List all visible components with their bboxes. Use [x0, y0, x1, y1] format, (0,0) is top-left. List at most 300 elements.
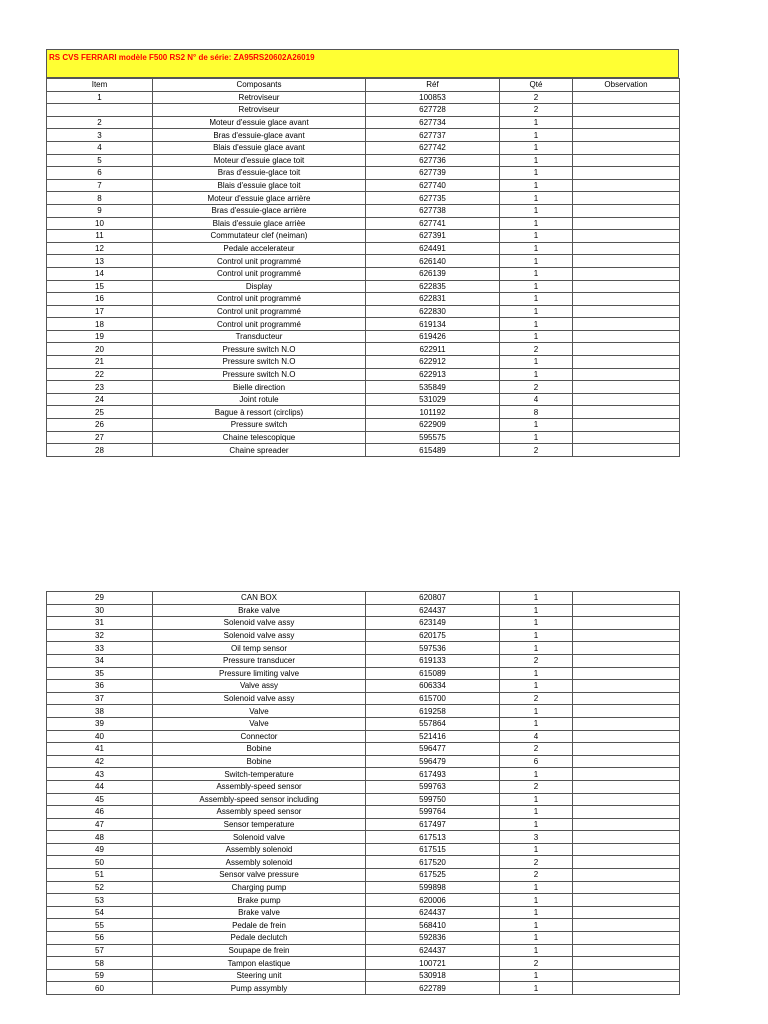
table-row [47, 368, 680, 381]
cell-observation [573, 705, 680, 718]
table-row [47, 831, 680, 844]
cell-ref: 531029 [366, 393, 500, 406]
table-row [47, 944, 680, 957]
cell-composant: Charging pump [153, 881, 366, 894]
table-row [47, 154, 680, 167]
cell-observation [573, 444, 680, 457]
cell-observation [573, 856, 680, 869]
cell-composant: Joint rotule [153, 393, 366, 406]
table-row [47, 654, 680, 667]
cell-item: 19 [47, 330, 153, 343]
cell-composant: Solenoid valve [153, 831, 366, 844]
cell-qte: 2 [500, 869, 573, 882]
cell-observation [573, 969, 680, 982]
cell-composant: Pressure switch N.O [153, 356, 366, 369]
cell-observation [573, 831, 680, 844]
cell-item: 4 [47, 141, 153, 154]
cell-qte: 1 [500, 932, 573, 945]
cell-composant: Pedale accelerateur [153, 242, 366, 255]
table-row [47, 293, 680, 306]
cell-qte: 1 [500, 129, 573, 142]
table-row [47, 932, 680, 945]
cell-ref: 617520 [366, 856, 500, 869]
cell-item: 23 [47, 381, 153, 394]
cell-item: 42 [47, 755, 153, 768]
cell-composant: Control unit programmé [153, 293, 366, 306]
cell-qte: 1 [500, 204, 573, 217]
cell-qte: 1 [500, 642, 573, 655]
table-row [47, 230, 680, 243]
cell-observation [573, 330, 680, 343]
cell-qte: 1 [500, 305, 573, 318]
table-row [47, 192, 680, 205]
cell-ref: 617525 [366, 869, 500, 882]
cell-ref: 557864 [366, 717, 500, 730]
table-row [47, 305, 680, 318]
cell-composant: Valve assy [153, 680, 366, 693]
cell-observation [573, 343, 680, 356]
cell-ref: 627741 [366, 217, 500, 230]
table-row [47, 280, 680, 293]
cell-item: 27 [47, 431, 153, 444]
cell-qte: 2 [500, 692, 573, 705]
cell-qte: 1 [500, 330, 573, 343]
cell-qte: 1 [500, 179, 573, 192]
cell-observation [573, 604, 680, 617]
cell-item: 51 [47, 869, 153, 882]
cell-observation [573, 393, 680, 406]
cell-composant: Pressure transducer [153, 654, 366, 667]
cell-qte: 1 [500, 356, 573, 369]
cell-item: 21 [47, 356, 153, 369]
cell-observation [573, 255, 680, 268]
cell-composant: Pedale declutch [153, 932, 366, 945]
cell-ref: 615700 [366, 692, 500, 705]
cell-item: 31 [47, 617, 153, 630]
cell-composant: Solenoid valve assy [153, 617, 366, 630]
cell-item: 39 [47, 717, 153, 730]
cell-qte: 1 [500, 141, 573, 154]
header-item: Item [47, 79, 153, 92]
table-row [47, 242, 680, 255]
cell-observation [573, 818, 680, 831]
cell-item: 9 [47, 204, 153, 217]
table-row [47, 116, 680, 129]
cell-composant: Blais d'essuie glace arrièe [153, 217, 366, 230]
sheet-title: RS CVS FERRARI modèle F500 RS2 N° de série: ZA95RS20602A26019 [46, 49, 679, 78]
cell-item: 6 [47, 167, 153, 180]
cell-observation [573, 944, 680, 957]
cell-observation [573, 743, 680, 756]
cell-composant: Pressure switch N.O [153, 368, 366, 381]
table-row [47, 906, 680, 919]
cell-composant: Moteur d'essuie glace arrière [153, 192, 366, 205]
cell-item: 8 [47, 192, 153, 205]
table-row [47, 267, 680, 280]
table-row [47, 957, 680, 970]
cell-composant: Bras d'essuie-glace arrière [153, 204, 366, 217]
cell-ref: 622789 [366, 982, 500, 995]
table-row [47, 444, 680, 457]
table-row [47, 818, 680, 831]
cell-observation [573, 629, 680, 642]
cell-item: 10 [47, 217, 153, 230]
cell-ref: 622830 [366, 305, 500, 318]
cell-item [47, 104, 153, 117]
table-row [47, 629, 680, 642]
cell-composant: Chaine telescopique [153, 431, 366, 444]
table-row [47, 217, 680, 230]
cell-observation [573, 806, 680, 819]
table-row [47, 982, 680, 995]
cell-ref: 568410 [366, 919, 500, 932]
cell-qte: 2 [500, 343, 573, 356]
cell-composant: Blais d'essuie glace avant [153, 141, 366, 154]
table-row [47, 330, 680, 343]
cell-composant: Bras d'essuie-glace avant [153, 129, 366, 142]
cell-ref: 606334 [366, 680, 500, 693]
cell-composant: Valve [153, 717, 366, 730]
cell-qte: 1 [500, 629, 573, 642]
cell-qte: 1 [500, 969, 573, 982]
cell-observation [573, 793, 680, 806]
cell-item: 26 [47, 419, 153, 432]
column-header-row [47, 79, 680, 92]
cell-composant: Switch-temperature [153, 768, 366, 781]
table-row [47, 318, 680, 331]
cell-ref: 624437 [366, 604, 500, 617]
cell-qte: 1 [500, 894, 573, 907]
table-row [47, 969, 680, 982]
cell-qte: 1 [500, 667, 573, 680]
cell-item: 46 [47, 806, 153, 819]
cell-ref: 626140 [366, 255, 500, 268]
cell-qte: 2 [500, 444, 573, 457]
cell-composant: Control unit programmé [153, 305, 366, 318]
table-row [47, 919, 680, 932]
cell-composant: Oil temp sensor [153, 642, 366, 655]
cell-qte: 1 [500, 604, 573, 617]
cell-item: 14 [47, 267, 153, 280]
cell-observation [573, 419, 680, 432]
cell-composant: Display [153, 280, 366, 293]
cell-composant: Retroviseur [153, 91, 366, 104]
cell-qte: 3 [500, 831, 573, 844]
table-row [47, 104, 680, 117]
cell-composant: Assembly solenoid [153, 843, 366, 856]
cell-ref: 623149 [366, 617, 500, 630]
cell-item: 18 [47, 318, 153, 331]
cell-qte: 4 [500, 393, 573, 406]
cell-ref: 535849 [366, 381, 500, 394]
cell-item: 22 [47, 368, 153, 381]
cell-ref: 622912 [366, 356, 500, 369]
cell-observation [573, 293, 680, 306]
cell-observation [573, 982, 680, 995]
cell-ref: 617493 [366, 768, 500, 781]
cell-qte: 1 [500, 242, 573, 255]
table-row [47, 692, 680, 705]
cell-observation [573, 869, 680, 882]
cell-composant: Bobine [153, 743, 366, 756]
cell-item: 36 [47, 680, 153, 693]
cell-item: 35 [47, 667, 153, 680]
table-row [47, 167, 680, 180]
cell-composant: Control unit programmé [153, 318, 366, 331]
cell-ref: 619258 [366, 705, 500, 718]
cell-qte: 1 [500, 919, 573, 932]
cell-qte: 1 [500, 318, 573, 331]
cell-ref: 617513 [366, 831, 500, 844]
table-row [47, 129, 680, 142]
cell-qte: 1 [500, 280, 573, 293]
cell-observation [573, 894, 680, 907]
table-row [47, 419, 680, 432]
cell-item: 1 [47, 91, 153, 104]
cell-composant: Assembly solenoid [153, 856, 366, 869]
cell-ref: 597536 [366, 642, 500, 655]
cell-composant: Pump assymbly [153, 982, 366, 995]
cell-composant: Valve [153, 705, 366, 718]
cell-observation [573, 768, 680, 781]
table-row [47, 730, 680, 743]
cell-observation [573, 167, 680, 180]
cell-observation [573, 617, 680, 630]
cell-composant: Bielle direction [153, 381, 366, 394]
cell-ref: 100853 [366, 91, 500, 104]
cell-item: 20 [47, 343, 153, 356]
cell-observation [573, 592, 680, 605]
cell-item: 17 [47, 305, 153, 318]
cell-qte: 2 [500, 654, 573, 667]
cell-ref: 592836 [366, 932, 500, 945]
cell-ref: 596479 [366, 755, 500, 768]
cell-qte: 1 [500, 705, 573, 718]
cell-qte: 8 [500, 406, 573, 419]
cell-observation [573, 881, 680, 894]
cell-ref: 615489 [366, 444, 500, 457]
cell-observation [573, 906, 680, 919]
cell-item: 28 [47, 444, 153, 457]
cell-ref: 622911 [366, 343, 500, 356]
cell-ref: 622831 [366, 293, 500, 306]
cell-qte: 1 [500, 982, 573, 995]
cell-qte: 1 [500, 768, 573, 781]
table-row [47, 141, 680, 154]
parts-table-1 [46, 78, 680, 457]
cell-qte: 1 [500, 906, 573, 919]
cell-ref: 595575 [366, 431, 500, 444]
cell-item: 5 [47, 154, 153, 167]
cell-item: 47 [47, 818, 153, 831]
cell-ref: 627728 [366, 104, 500, 117]
cell-ref: 619426 [366, 330, 500, 343]
cell-composant: Sensor temperature [153, 818, 366, 831]
cell-observation [573, 104, 680, 117]
cell-item: 13 [47, 255, 153, 268]
cell-ref: 521416 [366, 730, 500, 743]
cell-qte: 1 [500, 617, 573, 630]
header-ref: Réf [366, 79, 500, 92]
cell-item: 24 [47, 393, 153, 406]
cell-qte: 1 [500, 431, 573, 444]
cell-qte: 1 [500, 167, 573, 180]
cell-qte: 1 [500, 368, 573, 381]
table-row [47, 381, 680, 394]
cell-item: 34 [47, 654, 153, 667]
cell-item: 59 [47, 969, 153, 982]
cell-ref: 627734 [366, 116, 500, 129]
cell-observation [573, 179, 680, 192]
cell-composant: Solenoid valve assy [153, 692, 366, 705]
parts-sheet-1 [46, 49, 679, 457]
cell-ref: 619133 [366, 654, 500, 667]
cell-item: 12 [47, 242, 153, 255]
cell-composant: Moteur d'essuie glace avant [153, 116, 366, 129]
cell-item: 11 [47, 230, 153, 243]
cell-item: 2 [47, 116, 153, 129]
cell-qte: 1 [500, 592, 573, 605]
cell-composant: Bobine [153, 755, 366, 768]
cell-composant: CAN BOX [153, 592, 366, 605]
cell-qte: 1 [500, 717, 573, 730]
cell-composant: Control unit programmé [153, 255, 366, 268]
cell-ref: 615089 [366, 667, 500, 680]
cell-composant: Brake valve [153, 906, 366, 919]
cell-qte: 2 [500, 743, 573, 756]
cell-ref: 624491 [366, 242, 500, 255]
cell-observation [573, 680, 680, 693]
cell-item: 49 [47, 843, 153, 856]
cell-composant: Pressure limiting valve [153, 667, 366, 680]
cell-ref: 617497 [366, 818, 500, 831]
table-row [47, 406, 680, 419]
cell-ref: 100721 [366, 957, 500, 970]
cell-item: 55 [47, 919, 153, 932]
table-row [47, 894, 680, 907]
table-row [47, 617, 680, 630]
cell-item: 41 [47, 743, 153, 756]
cell-ref: 624437 [366, 906, 500, 919]
cell-ref: 619134 [366, 318, 500, 331]
cell-qte: 1 [500, 419, 573, 432]
table-row [47, 843, 680, 856]
cell-ref: 596477 [366, 743, 500, 756]
table-row [47, 91, 680, 104]
cell-item: 60 [47, 982, 153, 995]
table-row [47, 680, 680, 693]
cell-qte: 1 [500, 267, 573, 280]
table-row [47, 881, 680, 894]
cell-composant: Moteur d'essuie glace toit [153, 154, 366, 167]
cell-composant: Transducteur [153, 330, 366, 343]
cell-qte: 1 [500, 230, 573, 243]
cell-ref: 627391 [366, 230, 500, 243]
table-row [47, 806, 680, 819]
cell-observation [573, 230, 680, 243]
cell-composant: Pedale de frein [153, 919, 366, 932]
cell-composant: Bague à ressort (circlips) [153, 406, 366, 419]
cell-ref: 626139 [366, 267, 500, 280]
cell-composant: Blais d'essuie glace toit [153, 179, 366, 192]
cell-observation [573, 654, 680, 667]
cell-ref: 620807 [366, 592, 500, 605]
cell-item: 50 [47, 856, 153, 869]
header-qte: Qté [500, 79, 573, 92]
parts-table-2 [46, 591, 680, 995]
cell-observation [573, 280, 680, 293]
table-row [47, 780, 680, 793]
cell-observation [573, 730, 680, 743]
cell-composant: Tampon elastique [153, 957, 366, 970]
cell-observation [573, 381, 680, 394]
cell-observation [573, 154, 680, 167]
cell-observation [573, 843, 680, 856]
cell-composant: Bras d'essuie-glace toit [153, 167, 366, 180]
cell-observation [573, 406, 680, 419]
cell-observation [573, 242, 680, 255]
cell-composant: Solenoid valve assy [153, 629, 366, 642]
cell-item: 16 [47, 293, 153, 306]
cell-item: 57 [47, 944, 153, 957]
cell-item: 53 [47, 894, 153, 907]
cell-item: 44 [47, 780, 153, 793]
table-row [47, 343, 680, 356]
cell-item: 58 [47, 957, 153, 970]
cell-composant: Connector [153, 730, 366, 743]
cell-ref: 101192 [366, 406, 500, 419]
cell-observation [573, 217, 680, 230]
table-row [47, 431, 680, 444]
cell-ref: 627738 [366, 204, 500, 217]
cell-qte: 1 [500, 806, 573, 819]
cell-qte: 2 [500, 856, 573, 869]
cell-composant: Chaine spreader [153, 444, 366, 457]
cell-qte: 1 [500, 293, 573, 306]
cell-ref: 599763 [366, 780, 500, 793]
table-row [47, 793, 680, 806]
cell-observation [573, 932, 680, 945]
cell-observation [573, 755, 680, 768]
cell-ref: 627736 [366, 154, 500, 167]
cell-observation [573, 318, 680, 331]
cell-item: 52 [47, 881, 153, 894]
cell-qte: 6 [500, 755, 573, 768]
cell-ref: 622913 [366, 368, 500, 381]
cell-item: 29 [47, 592, 153, 605]
cell-item: 33 [47, 642, 153, 655]
cell-composant: Brake valve [153, 604, 366, 617]
cell-item: 48 [47, 831, 153, 844]
cell-ref: 627739 [366, 167, 500, 180]
cell-observation [573, 116, 680, 129]
header-observation: Observation [573, 79, 680, 92]
cell-composant: Control unit programmé [153, 267, 366, 280]
table-row [47, 204, 680, 217]
cell-qte: 1 [500, 944, 573, 957]
table-row [47, 255, 680, 268]
cell-observation [573, 368, 680, 381]
cell-qte: 1 [500, 843, 573, 856]
table-row [47, 179, 680, 192]
table-row [47, 743, 680, 756]
cell-observation [573, 957, 680, 970]
cell-item: 25 [47, 406, 153, 419]
header-composants: Composants [153, 79, 366, 92]
cell-ref: 622909 [366, 419, 500, 432]
cell-observation [573, 356, 680, 369]
cell-composant: Soupape de frein [153, 944, 366, 957]
